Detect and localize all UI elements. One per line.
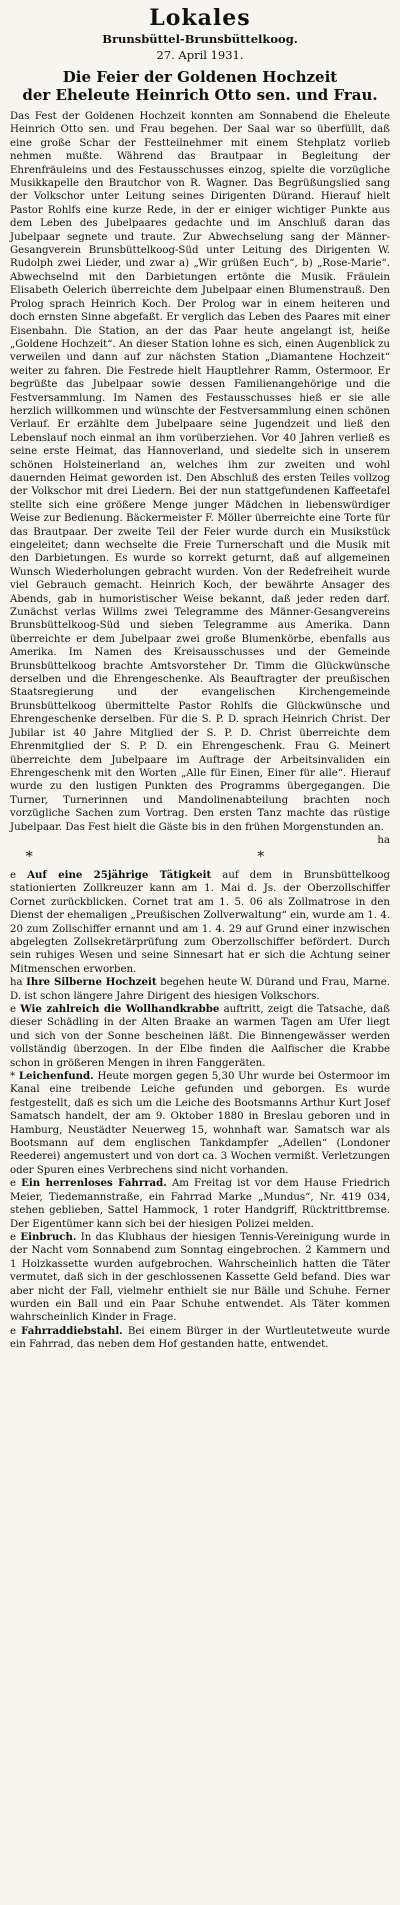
notice-lead: Leichenfund.	[18, 1070, 94, 1083]
notice-text: auf dem in Brunsbüttelkoog stationierten Zollkreuzer kann am 1. Mai d. Js. der Oberzollschiffer Cornet zurückblicken. Cornet trat am 1. 5. 06 als Zollmatrose in den Dienst der ehemaligen „Preußischen Zollverwaltung“ ein, wurde am 1. 4. 20 zum Zollschiffer ernannt und am 1. 4. 29 auf Grund einer inzwischen abgelegten Zollsekretärprüfung zum Oberzollschiffer befördert. Durch sein ruhiges Wesen und seine Sinnesart hat er sich die Achtung seiner Mitmenschen erworben.	[10, 869, 390, 975]
notices-list	[10, 869, 390, 1352]
notice-mark: e	[10, 1325, 17, 1337]
issue-date: 27. April 1931.	[156, 48, 244, 62]
notice-mark: e	[10, 1178, 17, 1190]
notice-item	[10, 976, 390, 1003]
notice-text: begehen heute W. Dürand und Frau, Marne. D. ist schon längere Jahre Dirigent des hiesigen Volkschors.	[10, 977, 390, 1002]
notice-lead: Auf eine 25jährige Tätigkeit	[27, 868, 212, 881]
notice-mark: e	[10, 1231, 17, 1243]
notice-text: In das Klubhaus der hiesigen Tennis-Vereinigung wurde in der Nacht vom Sonnabend zum Sonntag eingebrochen. 2 Kammern und 1 Holzkassette wurden aufgebrochen. Wahrscheinlich hatten die Täter vermutet, daß sich in der geschlossenen Kassette Geld befand. Dies war aber nicht der Fall, vielmehr enthielt sie nur Bälle und Schuhe. Ferner wurden ein Ball und ein Paar Schuhe entwendet. Als Täter kommen wahrscheinlich Kinder in Frage.	[10, 1231, 390, 1324]
notice-mark: ha	[10, 977, 23, 989]
notice-text: auftritt, zeigt die Tatsache, daß dieser Schädling in der Alten Braake an warmen Tagen am Ufer liegt und sich von der Sonne bescheinen läßt. Die Binnengewässer werden vollständig überzogen. In der Elbe finden die Aalfischer die Krabbe schon in größeren Mengen in ihren Fanggeräten.	[10, 1004, 390, 1069]
article-signature: ha	[377, 834, 390, 846]
notice-lead: Fahrraddiebstahl.	[21, 1324, 123, 1337]
notice-item	[10, 1231, 390, 1325]
notice-text: Heute morgen gegen 5,30 Uhr wurde bei Ostermoor im Kanal eine treibende Leiche gefunden und geborgen. Es wurde festgestellt, daß es sich um die Leiche des Bootsmanns Arthur Kurt Josef Samatsch handelt, der am 9. Oktober 1880 in Breslau geboren und in Hamburg, Neustädter Neuerweg 15, wohnhaft war. Samatsch war als Bootsmann auf dem englischen Tankdampfer „Adellen“ (Londoner Reederei) angemustert und von dort ca. 3 Wochen vermißt. Verletzungen oder Spuren eines Verbrechens sind nicht vorhanden.	[10, 1071, 390, 1176]
notice-text: Bei einem Bürger in der Wurtleutetweute wurde ein Fahrrad, das neben dem Hof gestanden hatte, entwendet.	[10, 1325, 390, 1351]
notice-item	[10, 1177, 390, 1231]
notice-mark: e	[10, 869, 17, 881]
notice-lead: Wie zahlreich die Wollhandkrabbe	[20, 1003, 220, 1015]
notice-item	[10, 1003, 390, 1070]
section-divider: * *	[25, 848, 375, 865]
headline-line-1: Die Feier der Goldenen Hochzeit	[62, 68, 338, 86]
notice-item	[10, 869, 390, 976]
notice-item	[10, 1070, 390, 1177]
notice-lead: Einbruch.	[20, 1230, 77, 1243]
article-headline	[10, 68, 390, 104]
notice-item	[10, 1325, 390, 1352]
notice-mark: e	[10, 1004, 17, 1015]
notice-lead: Ein herrenloses Fahrrad.	[21, 1177, 167, 1190]
notice-mark: *	[10, 1071, 16, 1083]
article-body: Das Fest der Goldenen Hochzeit konnten am Sonnabend die Eheleute Heinrich Otto sen. und Frau begehen. Der Saal war so überfüllt, daß eine große Schar der Festteilnehmer mit einem Stehplatz vorlieb nehmen mußte. Während das Brautpaar in Begleitung der Ehrenfräuleins und des Festausschusses einzog, spielte die vorzügliche Musikkapelle den Brautchor von R. Wagner. Das Begrüßungslied sang der Volkschor unter Leitung seines Dirigenten Dürand. Hierauf hielt Pastor Rohlfs eine kurze Rede, in der er einiger wichtiger Punkte aus dem Leben des Jubelpaares gedachte und im Anschluß daran das Jubelpaar segnete und traute. Zur Abwechselung sang der Männer-Gesangverein Brunsbüttelkoog-Süd unter Leitung des Dirigenten W. Rudolph zwei Lieder, und zwar a) „Wir grüßen Euch“, b) „Rose-Marie“. Abwechselnd mit den Darbietungen ertönte die Musik. Fräulein Elisabeth Oelerich überreichte dem Jubelpaar einen Blumenstrauß. Den Prolog sprach Heinrich Koch. Der Prolog war in einem heiteren und doch ernsten Sinne abgefaßt. Er verglich das Leben des Paares mit einer Eisenbahn. Die Station, an der das Paar heute angelangt ist, heiße „Goldene Hochzeit“. An dieser Station lohne es sich, einen Augenblick zu verweilen und dann auf zur nächsten Station „Diamantene Hochzeit“ weiter zu fahren. Die Festrede hielt Hauptlehrer Ramm, Ostermoor. Er begrüßte das Jubelpaar sowie dessen Familienangehörige und die Festversammlung. Im Namen des Festausschusses hieß er sie alle herzlich willkommen und wünschte der Festversammlung einen schönen Verlauf. Er erzählte dem Jubelpaare seine Jugendzeit und ließ den Lebenslauf noch einmal an ihm vorüberziehen. Vor 40 Jahren verließ es seine erste Heimat, das Hannoverland, und siedelte sich in unserem schönen Holsteinerland an, welches ihm zur zweiten und wohl dauernden Heimat geworden ist. Den Abschluß des ersten Teiles vollzog der Volkschor mit drei Liedern. Bei der nun stattgefundenen Kaffeetafel stellte sich eine größere Menge junger Mädchen in liebenswürdiger Weise zur Bedienung. Bäckermeister F. Möller überreichte eine Torte für das Brautpaar. Der zweite Teil der Feier wurde durch ein Musikstück eingeleitet; dann wechselte die Freie Turnerschaft und die Musik mit den Darbietungen. Es wurde so korrekt geturnt, daß auf allgemeinen Wunsch Wiederholungen gebracht wurden. Von der Redefreiheit wurde viel Gebrauch gemacht. Heinrich Koch, der bewährte Ansager des Abends, gab in humoristischer Weise bekannt, daß jeder reden darf. Zunächst verlas Willms zwei Telegramme des Männer-Gesangvereins Brunsbüttelkoog-Süd und sieben Telegramme aus Amerika. Dann überreichte er dem Jubelpaar zwei große Blumenkörbe, ebenfalls aus Amerika. Im Namen des Kreisausschusses und der Gemeinde Brunsbüttelkoog brachte Amtsvorsteher Dr. Timm die Glückwünsche derselben und die Ehrengeschenke. Als Beauftragter der preußischen Staatsregierung und der evangelischen Kirchengemeinde Brunsbüttelkoog übermittelte Pastor Rohlfs die Glückwünsche und Ehrengeschenke derselben. Für die S. P. D. sprach Heinrich Christ. Der Jubilar ist 40 Jahre Mitglied der S. P. D. Christ überreichte dem Ehrenmitglied der S. P. D. ein Ehrengeschenk. Frau G. Meinert überreichte dem Jubelpaare im Auftrage der Arbeitsinvaliden ein Ehrengeschenk mit den Worten „Alle für Einen, Einer für alle“. Hierauf wurde zu den lustigen Punkten des Programms übergegangen. Die Turner, Turnerinnen und Mandolinenabteilung brachten noch vorzügliche Sachen zum Vortrag. Den ersten Tanz machte das rüstige Jubelpaar. Das Fest hielt die Gäste bis in den frühen Morgenstunden an.	[10, 111, 390, 833]
section-title: Lokales	[149, 5, 251, 31]
notice-lead: Ihre Silberne Hochzeit	[26, 976, 157, 989]
section-subtitle: Brunsbüttel-Brunsbüttelkoog.	[102, 32, 298, 46]
headline-line-2: der Eheleute Heinrich Otto sen. und Frau.	[22, 86, 378, 104]
notice-text: Am Freitag ist vor dem Hause Friedrich Meier, Tiedemannstraße, ein Fahrrad Marke „Mundus“, Nr. 419 034, stehen geblieben, Sattel Hammock, 1 roter Handgriff, Rücktrittbremse. Der Eigentümer kann sich bei der hiesigen Polizei melden.	[10, 1178, 390, 1230]
